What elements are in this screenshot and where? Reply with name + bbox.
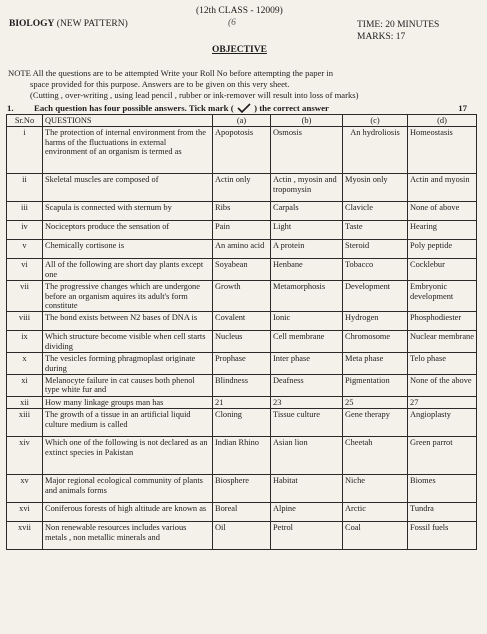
option-a-cell: Boreal xyxy=(213,503,271,522)
question-number-cell: xiv xyxy=(7,437,43,475)
option-a-cell: An amino acid xyxy=(213,240,271,259)
time-label: TIME: 20 MINUTES xyxy=(357,20,440,30)
question-number-cell: xvii xyxy=(7,522,43,550)
option-c-cell: Clavicle xyxy=(343,202,408,221)
column-header: (c) xyxy=(343,115,408,127)
instruction-line xyxy=(7,103,477,113)
question-text-cell: Which one of the following is not declared as an extinct species in Pakistan xyxy=(43,437,213,475)
option-b-cell: Actin , myosin and tropomysin xyxy=(271,174,343,202)
option-b-cell: Inter phase xyxy=(271,353,343,375)
question-number-cell: xv xyxy=(7,475,43,503)
option-d-cell: 27 xyxy=(408,396,477,408)
table-row xyxy=(7,240,477,259)
option-c-cell: Hydrogen xyxy=(343,312,408,331)
option-a-cell: Actin only xyxy=(213,174,271,202)
option-c-cell: Coal xyxy=(343,522,408,550)
question-number-cell: xii xyxy=(7,396,43,408)
tick-mark-icon xyxy=(236,103,252,113)
option-a-cell: Blindness xyxy=(213,375,271,397)
option-d-cell: Fossil fuels xyxy=(408,522,477,550)
question-text-cell: The protection of internal environment from the harms of the fluctuations in external environment of an organism is termed as xyxy=(43,127,213,174)
option-a-cell: Nucleus xyxy=(213,331,271,353)
option-a-cell: Pain xyxy=(213,221,271,240)
question-text-cell: The vesicles forming phragmoplast originate during xyxy=(43,353,213,375)
table-row xyxy=(7,522,477,550)
option-d-cell: Nuclear membrane xyxy=(408,331,477,353)
option-b-cell: Tissue culture xyxy=(271,409,343,437)
question-text-cell: The bond exists between N2 bases of DNA is xyxy=(43,312,213,331)
question-number-cell: x xyxy=(7,353,43,375)
column-header: (b) xyxy=(271,115,343,127)
instruction-text-before: Each question has four possible answers. Tick mark ( xyxy=(34,103,234,113)
option-d-cell: Telo phase xyxy=(408,353,477,375)
option-b-cell: Asian lion xyxy=(271,437,343,475)
option-b-cell: Deafness xyxy=(271,375,343,397)
column-header: Sr.No xyxy=(7,115,43,127)
column-header: (a) xyxy=(213,115,271,127)
option-c-cell: Steroid xyxy=(343,240,408,259)
table-row xyxy=(7,202,477,221)
option-b-cell: Carpals xyxy=(271,202,343,221)
question-number-cell: i xyxy=(7,127,43,174)
option-c-cell: Myosin only xyxy=(343,174,408,202)
question-number-cell: v xyxy=(7,240,43,259)
question-number-cell: xvi xyxy=(7,503,43,522)
question-text-cell: Chemically cortisone is xyxy=(43,240,213,259)
option-c-cell: 25 xyxy=(343,396,408,408)
instruction-text-after: ) the correct answer xyxy=(254,103,329,113)
option-c-cell: Niche xyxy=(343,475,408,503)
question-number-cell: iv xyxy=(7,221,43,240)
table-row xyxy=(7,375,477,397)
class-label: (12th CLASS - 12009) xyxy=(196,6,283,16)
table-row xyxy=(7,127,477,174)
option-a-cell: Biosphere xyxy=(213,475,271,503)
option-a-cell: Soyabean xyxy=(213,259,271,281)
option-b-cell: Metamorphosis xyxy=(271,281,343,312)
question-number-cell: ix xyxy=(7,331,43,353)
question-text-cell: The progressive changes which are undergone before an organism aquires its adult's form constitute xyxy=(43,281,213,312)
option-a-cell: Growth xyxy=(213,281,271,312)
note-line: (Cutting , over-writing , using lead pencil , rubber or ink-remover will result into loss of marks) xyxy=(30,90,359,100)
option-a-cell: 21 xyxy=(213,396,271,408)
table-row xyxy=(7,353,477,375)
option-a-cell: Indian Rhino xyxy=(213,437,271,475)
option-b-cell: Habitat xyxy=(271,475,343,503)
table-row xyxy=(7,221,477,240)
table-row xyxy=(7,331,477,353)
question-number-cell: xiii xyxy=(7,409,43,437)
option-b-cell: Ionic xyxy=(271,312,343,331)
total-marks: 17 xyxy=(458,103,467,113)
table-row xyxy=(7,437,477,475)
option-d-cell: Angioplasty xyxy=(408,409,477,437)
option-a-cell: Prophase xyxy=(213,353,271,375)
option-d-cell: None of above xyxy=(408,202,477,221)
marks-label: MARKS: 17 xyxy=(357,32,406,42)
table-header-row xyxy=(7,115,477,127)
option-c-cell: Chromosome xyxy=(343,331,408,353)
column-header: (d) xyxy=(408,115,477,127)
option-d-cell: Actin and myosin xyxy=(408,174,477,202)
question-number: 1. xyxy=(7,103,14,113)
option-b-cell: Petrol xyxy=(271,522,343,550)
option-d-cell: Phosphodiester xyxy=(408,312,477,331)
question-text-cell: Non renewable resources includes various metals , non metallic minerals and xyxy=(43,522,213,550)
option-b-cell: Cell membrane xyxy=(271,331,343,353)
question-text-cell: Scapula is connected with sternum by xyxy=(43,202,213,221)
table-row xyxy=(7,475,477,503)
option-b-cell: A protein xyxy=(271,240,343,259)
question-number-cell: iii xyxy=(7,202,43,221)
question-text-cell: Nociceptors produce the sensation of xyxy=(43,221,213,240)
table-row xyxy=(7,396,477,408)
option-d-cell: Embryonic development xyxy=(408,281,477,312)
option-d-cell: Poly peptide xyxy=(408,240,477,259)
question-text-cell: All of the following are short day plants except one xyxy=(43,259,213,281)
note-line: space provided for this purpose. Answers are to be given on this very sheet. xyxy=(30,79,290,89)
table-row xyxy=(7,259,477,281)
section-title: OBJECTIVE xyxy=(212,45,267,55)
option-d-cell: Green parrot xyxy=(408,437,477,475)
table-row xyxy=(7,503,477,522)
option-b-cell: Alpine xyxy=(271,503,343,522)
option-c-cell: Tobacco xyxy=(343,259,408,281)
option-d-cell: Homeostasis xyxy=(408,127,477,174)
handwritten-scribble: (6 xyxy=(228,18,236,28)
question-text-cell: Which structure become visible when cell starts dividing xyxy=(43,331,213,353)
table-row xyxy=(7,174,477,202)
option-a-cell: Covalent xyxy=(213,312,271,331)
note-block xyxy=(8,68,478,101)
question-number-cell: ii xyxy=(7,174,43,202)
questions-table xyxy=(6,114,477,550)
questions-body xyxy=(7,127,477,550)
option-b-cell: Osmosis xyxy=(271,127,343,174)
question-text-cell: How many linkage groups man has xyxy=(43,396,213,408)
option-d-cell: None of the above xyxy=(408,375,477,397)
pattern-label: (NEW PATTERN) xyxy=(56,19,128,29)
option-d-cell: Hearing xyxy=(408,221,477,240)
question-text-cell: The growth of a tissue in an artificial liquid culture medium is called xyxy=(43,409,213,437)
option-c-cell: Meta phase xyxy=(343,353,408,375)
table-row xyxy=(7,281,477,312)
option-b-cell: 23 xyxy=(271,396,343,408)
question-text-cell: Melanocyte failure in cat causes both phenol type white fur and xyxy=(43,375,213,397)
note-line: NOTE All the questions are to be attempted Write your Roll No before attempting the paper in xyxy=(8,68,334,78)
option-d-cell: Biomes xyxy=(408,475,477,503)
table-row xyxy=(7,312,477,331)
column-header: QUESTIONS xyxy=(43,115,213,127)
question-number-cell: vii xyxy=(7,281,43,312)
table-row xyxy=(7,409,477,437)
question-number-cell: viii xyxy=(7,312,43,331)
question-number-cell: xi xyxy=(7,375,43,397)
option-a-cell: Apopotosis xyxy=(213,127,271,174)
option-c-cell: Cheetah xyxy=(343,437,408,475)
option-c-cell: Pigmentation xyxy=(343,375,408,397)
option-a-cell: Cloning xyxy=(213,409,271,437)
question-text-cell: Skeletal muscles are composed of xyxy=(43,174,213,202)
option-a-cell: Oil xyxy=(213,522,271,550)
question-text-cell: Major regional ecological community of plants and animals forms xyxy=(43,475,213,503)
option-c-cell: An hydroliosis xyxy=(343,127,408,174)
option-d-cell: Tundra xyxy=(408,503,477,522)
question-number-cell: vi xyxy=(7,259,43,281)
option-c-cell: Taste xyxy=(343,221,408,240)
question-text-cell: Coniferous forests of high altitude are known as xyxy=(43,503,213,522)
option-b-cell: Light xyxy=(271,221,343,240)
subject-line xyxy=(9,19,128,29)
option-c-cell: Development xyxy=(343,281,408,312)
option-c-cell: Gene therapy xyxy=(343,409,408,437)
option-c-cell: Arctic xyxy=(343,503,408,522)
subject-title: BIOLOGY xyxy=(9,19,55,29)
option-b-cell: Henbane xyxy=(271,259,343,281)
option-d-cell: Cocklebur xyxy=(408,259,477,281)
option-a-cell: Ribs xyxy=(213,202,271,221)
